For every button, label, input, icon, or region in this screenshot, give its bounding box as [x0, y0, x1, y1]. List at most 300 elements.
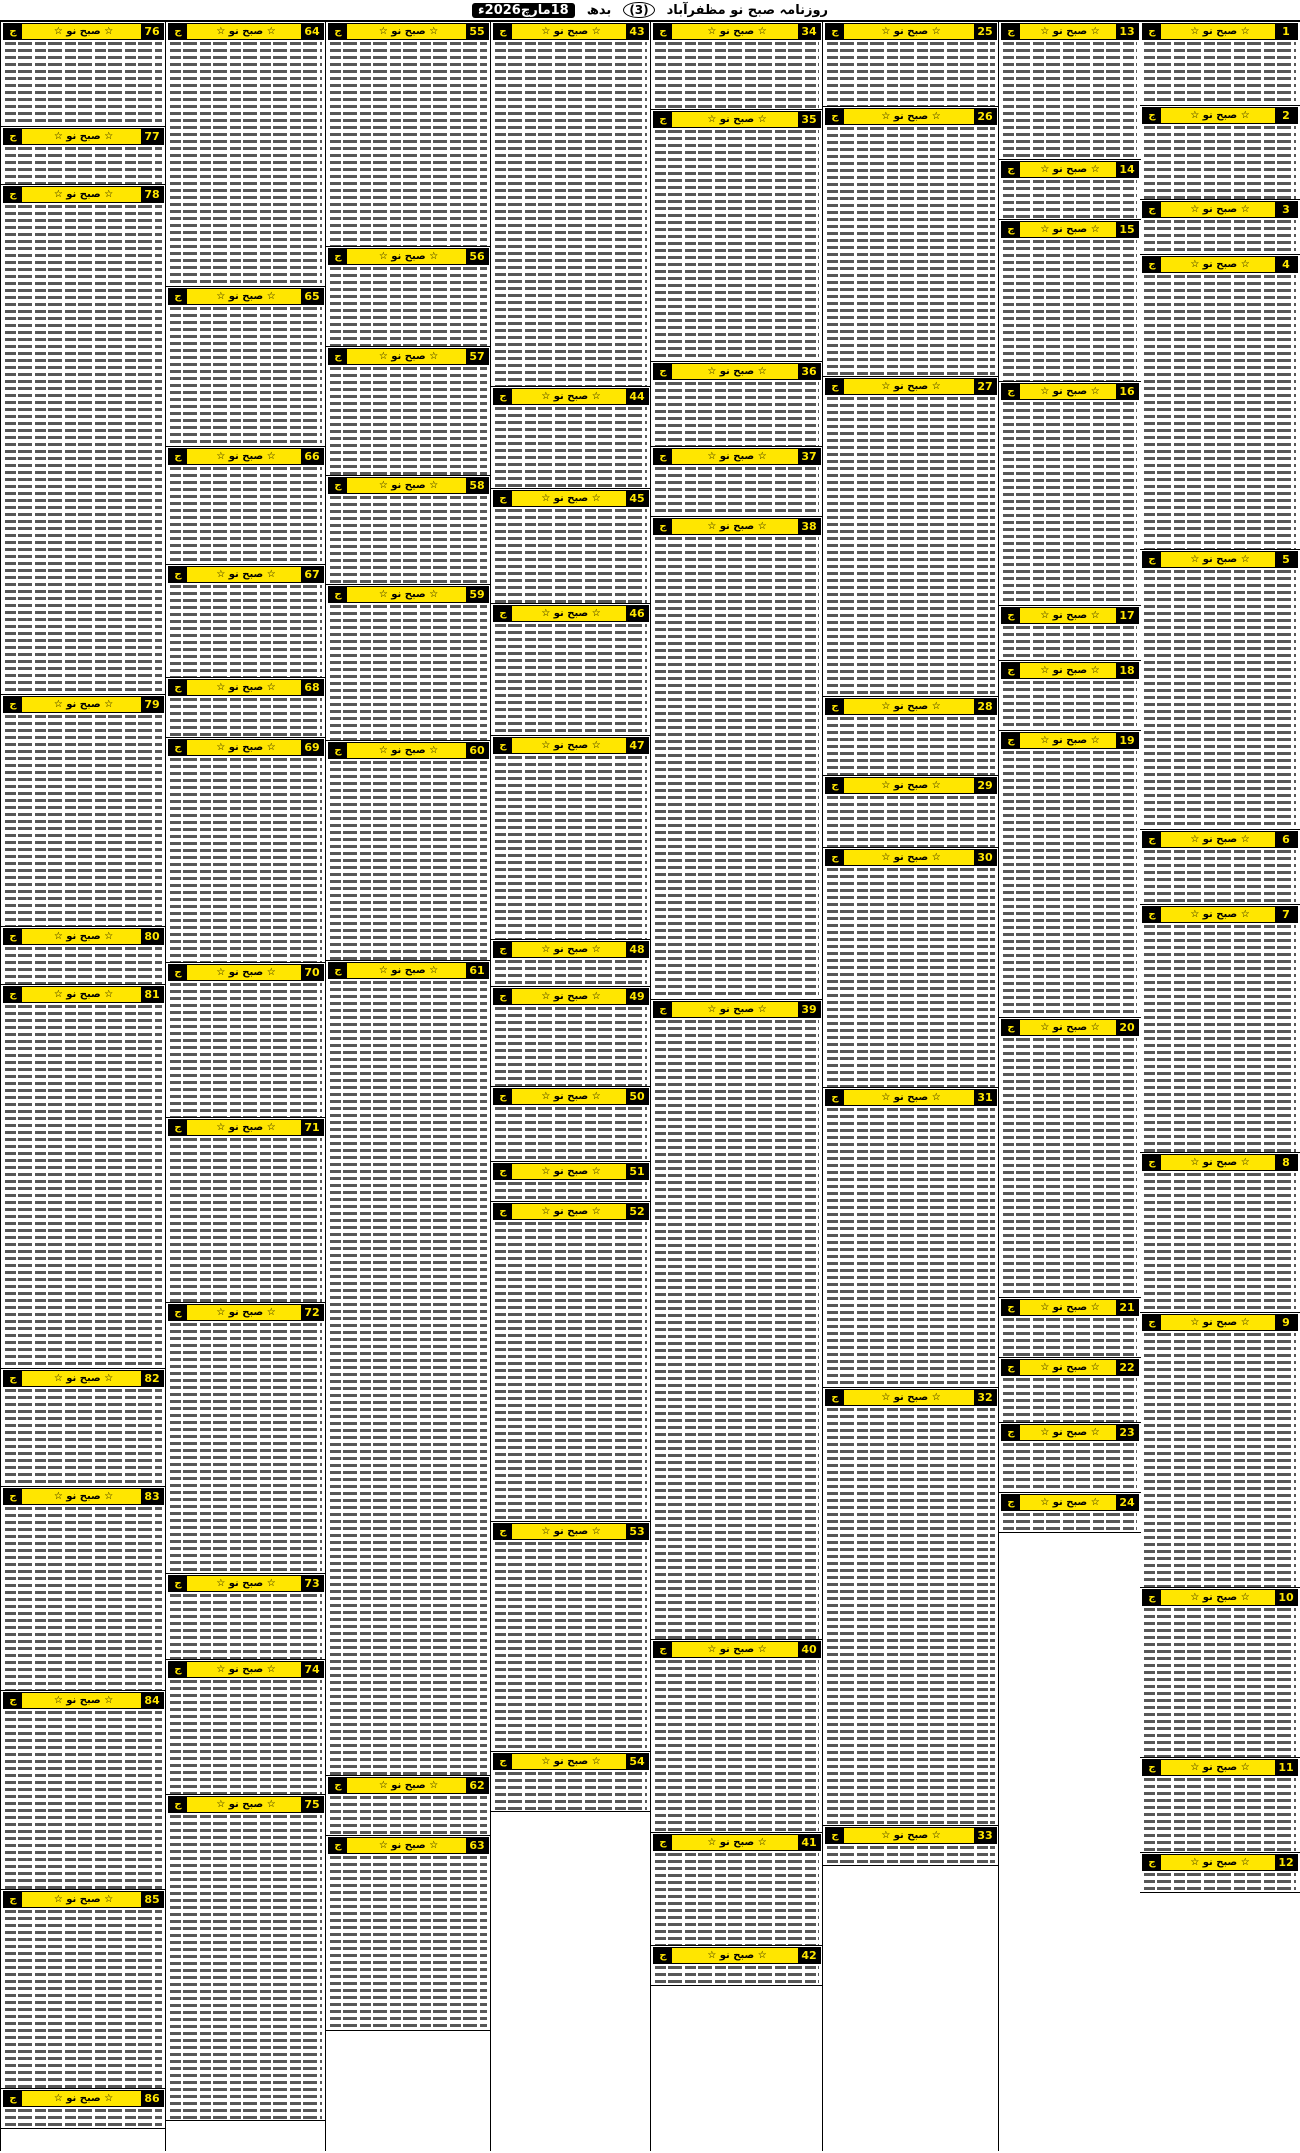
ad-header-title: ☆ صبح نو ☆: [881, 780, 941, 791]
ad-header-title: ☆ صبح نو ☆: [216, 1664, 276, 1675]
ad-header-bar: [328, 742, 489, 759]
ad-body-text: [5, 713, 162, 927]
ad-body-text: [170, 981, 322, 1118]
ad-header-bar: [3, 1370, 164, 1387]
ad-body-text: [495, 405, 647, 489]
ad-body-text: [5, 945, 162, 985]
ad-body-text: [5, 203, 162, 695]
ad-number: 37: [798, 448, 820, 465]
day: بدھ: [586, 2, 612, 18]
ad-header-bar: [168, 1119, 324, 1136]
ad-header-bar: [653, 448, 821, 465]
publication-logo-icon: ج: [1002, 1494, 1020, 1511]
publication-logo-icon: ج: [1002, 607, 1020, 624]
ad-number: 9: [1275, 1314, 1297, 1331]
ad-header-bar: [1001, 732, 1139, 749]
ad-body-text: [5, 1003, 162, 1369]
ad-number: 62: [466, 1777, 488, 1794]
publication-logo-icon: ج: [329, 962, 347, 979]
ad-body-text: [495, 40, 647, 387]
ad-header-bar: [825, 849, 997, 866]
ad-header-bar: [825, 1089, 997, 1106]
publication-logo-icon: ج: [826, 378, 844, 395]
publication-logo-icon: ج: [169, 1304, 187, 1321]
ad-number: 73: [301, 1575, 323, 1592]
ad-header-title: ☆ صبح نو ☆: [1040, 224, 1100, 235]
publication-logo-icon: ج: [4, 928, 22, 945]
ad-header-title: ☆ صبح نو ☆: [707, 1004, 767, 1015]
ad-header-bar: [825, 1389, 997, 1406]
publication-logo-icon: ج: [1002, 732, 1020, 749]
ad-header-bar: [328, 348, 489, 365]
ad-body-text: [1003, 238, 1137, 382]
ad-number: 4: [1275, 256, 1297, 273]
ad-column: [998, 22, 1141, 2151]
masthead: [0, 0, 1300, 22]
publication-logo-icon: ج: [1143, 551, 1161, 568]
ad-body-text: [1144, 848, 1296, 905]
ad-number: 39: [798, 1001, 820, 1018]
ad-body-text: [170, 40, 322, 287]
ad-number: 72: [301, 1304, 323, 1321]
ad-body-text: [655, 1658, 819, 1833]
ad-body-text: [495, 754, 647, 940]
ad-header-bar: [328, 477, 489, 494]
classified-ad: [166, 678, 326, 738]
ad-body-text: [1144, 1606, 1296, 1758]
classified-ad: [491, 1202, 651, 1522]
publication-logo-icon: ج: [329, 1777, 347, 1794]
classified-ad: [999, 22, 1141, 160]
classified-ad: [326, 247, 491, 347]
publication-logo-icon: ج: [1002, 1299, 1020, 1316]
ad-header-title: ☆ صبح نو ☆: [216, 291, 276, 302]
ad-body-text: [655, 1851, 819, 1946]
ad-header-bar: [3, 696, 164, 713]
ad-header-bar: [328, 1837, 489, 1854]
ad-header-bar: [168, 1304, 324, 1321]
classified-ad: [1140, 1853, 1300, 1893]
ad-body-text: [827, 794, 995, 848]
ad-header-title: ☆ صبح نو ☆: [378, 251, 439, 262]
publication-logo-icon: ج: [494, 1163, 512, 1180]
ad-header-title: ☆ صبح نو ☆: [881, 111, 941, 122]
ad-header-title: ☆ صبح نو ☆: [216, 26, 276, 37]
ad-body-text: [5, 1709, 162, 1890]
ad-header-bar: [3, 1891, 164, 1908]
ad-header-title: ☆ صبح نو ☆: [1040, 610, 1100, 621]
publication-logo-icon: ج: [1143, 1854, 1161, 1871]
publication-logo-icon: ج: [4, 23, 22, 40]
ad-header-title: ☆ صبح نو ☆: [1040, 1362, 1100, 1373]
ad-body-text: [655, 128, 819, 362]
ad-header-title: ☆ صبح نو ☆: [378, 26, 439, 37]
ad-header-bar: [1142, 551, 1298, 568]
classified-ad: [326, 741, 491, 961]
ad-number: 59: [466, 586, 488, 603]
ad-header-bar: [3, 1488, 164, 1505]
ad-header-title: ☆ صبح نو ☆: [1190, 834, 1250, 845]
ad-body-text: [655, 535, 819, 1000]
classified-ad: [166, 565, 326, 678]
ad-header-title: ☆ صبح نو ☆: [1040, 164, 1100, 175]
ad-header-title: ☆ صبح نو ☆: [53, 989, 114, 1000]
ad-header-bar: [653, 1834, 821, 1851]
ad-number: 70: [301, 964, 323, 981]
ad-header-bar: [653, 1641, 821, 1658]
ad-number: 47: [626, 737, 648, 754]
ad-header-bar: [328, 248, 489, 265]
ad-number: 36: [798, 363, 820, 380]
ad-number: 29: [974, 777, 996, 794]
ad-number: 80: [141, 928, 163, 945]
ad-header-title: ☆ صبح نو ☆: [216, 1799, 276, 1810]
publication-logo-icon: ج: [1002, 221, 1020, 238]
ad-divider: [1, 2128, 166, 2129]
ad-header-title: ☆ صبح نو ☆: [216, 1307, 276, 1318]
ad-header-title: ☆ صبح نو ☆: [1040, 1302, 1100, 1313]
ad-number: 40: [798, 1641, 820, 1658]
ad-header-title: ☆ صبح نو ☆: [541, 1166, 601, 1177]
classified-ad: [166, 287, 326, 447]
ad-header-bar: [1001, 1019, 1139, 1036]
ad-body-text: [1144, 1776, 1296, 1853]
classified-ad: [326, 476, 491, 585]
ad-number: 75: [301, 1796, 323, 1813]
publication-logo-icon: ج: [654, 1947, 672, 1964]
classified-ad: [491, 387, 651, 489]
ad-number: 46: [626, 605, 648, 622]
ad-header-title: ☆ صبح نو ☆: [378, 965, 439, 976]
ad-header-title: ☆ صبح نو ☆: [1190, 259, 1250, 270]
ad-header-bar: [493, 388, 649, 405]
publication-logo-icon: ج: [169, 448, 187, 465]
ad-header-title: ☆ صبح نو ☆: [53, 26, 114, 37]
ad-header-bar: [1001, 383, 1139, 400]
ad-header-title: ☆ صبح نو ☆: [541, 493, 601, 504]
ad-number: 83: [141, 1488, 163, 1505]
ad-column: [1140, 22, 1300, 2151]
classified-ad: [166, 963, 326, 1118]
ad-header-bar: [653, 363, 821, 380]
ad-divider: [326, 2030, 491, 2031]
ad-body-text: [330, 40, 487, 247]
ad-header-title: ☆ صبح نو ☆: [541, 1526, 601, 1537]
ad-header-bar: [825, 698, 997, 715]
ad-body-text: [495, 958, 647, 987]
ad-header-bar: [493, 1203, 649, 1220]
ad-number: 66: [301, 448, 323, 465]
ad-number: 8: [1275, 1154, 1297, 1171]
publication-logo-icon: ج: [169, 288, 187, 305]
ad-header-bar: [3, 928, 164, 945]
ad-number: 49: [626, 988, 648, 1005]
ad-number: 86: [141, 2090, 163, 2107]
ad-header-title: ☆ صبح نو ☆: [707, 1837, 767, 1848]
ad-number: 68: [301, 679, 323, 696]
ad-header-bar: [493, 1163, 649, 1180]
ad-number: 18: [1116, 662, 1138, 679]
ad-header-title: ☆ صبح نو ☆: [541, 944, 601, 955]
ad-body-text: [330, 494, 487, 585]
ad-number: 25: [974, 23, 996, 40]
ad-header-bar: [653, 23, 821, 40]
classified-ad: [166, 738, 326, 963]
publication-logo-icon: ج: [1143, 1759, 1161, 1776]
classified-ad: [651, 447, 823, 517]
classified-ad: [823, 1388, 999, 1826]
ad-header-bar: [168, 1575, 324, 1592]
ad-number: 6: [1275, 831, 1297, 848]
ad-divider: [1140, 1892, 1300, 1893]
ad-body-text: [655, 1018, 819, 1640]
ad-body-text: [495, 1220, 647, 1522]
ad-body-text: [5, 1505, 162, 1691]
ad-header-title: ☆ صبح نو ☆: [881, 1392, 941, 1403]
classified-ad: [651, 1000, 823, 1640]
ad-number: 16: [1116, 383, 1138, 400]
ad-header-bar: [3, 986, 164, 1003]
classified-ad: [651, 22, 823, 110]
publication-logo-icon: ج: [329, 586, 347, 603]
ad-number: 69: [301, 739, 323, 756]
ad-body-text: [1003, 679, 1137, 731]
publication-logo-icon: ج: [4, 1488, 22, 1505]
page-number: (3): [623, 2, 654, 18]
ad-body-text: [1144, 568, 1296, 830]
ad-header-title: ☆ صبح نو ☆: [541, 391, 601, 402]
ad-header-title: ☆ صبح نو ☆: [216, 569, 276, 580]
ad-number: 2: [1275, 107, 1297, 124]
ad-header-bar: [1001, 1359, 1139, 1376]
publication-logo-icon: ج: [654, 1641, 672, 1658]
classified-ad: [1, 185, 166, 695]
classified-ad: [1140, 1758, 1300, 1853]
publication-logo-icon: ج: [1143, 107, 1161, 124]
ad-body-text: [170, 1678, 322, 1795]
ad-header-title: ☆ صبح نو ☆: [541, 1091, 601, 1102]
classified-ad: [1140, 106, 1300, 200]
ad-header-title: ☆ صبح نو ☆: [707, 366, 767, 377]
classified-ad: [1, 2089, 166, 2129]
ad-body-text: [170, 305, 322, 447]
publication-logo-icon: ج: [494, 1753, 512, 1770]
ad-header-title: ☆ صبح نو ☆: [378, 1840, 439, 1851]
ad-header-bar: [493, 23, 649, 40]
ad-divider: [651, 1985, 823, 1986]
ad-number: 57: [466, 348, 488, 365]
ad-header-bar: [653, 1947, 821, 1964]
ad-body-text: [170, 1321, 322, 1574]
ad-header-title: ☆ صبح نو ☆: [541, 740, 601, 751]
ad-number: 14: [1116, 161, 1138, 178]
publication-logo-icon: ج: [654, 1001, 672, 1018]
ad-header-bar: [1142, 831, 1298, 848]
publication-logo-icon: ج: [329, 1837, 347, 1854]
ad-body-text: [170, 1813, 322, 2121]
classified-ad: [823, 1088, 999, 1388]
ad-header-bar: [3, 23, 164, 40]
ad-header-bar: [653, 111, 821, 128]
publication-logo-icon: ج: [1143, 23, 1161, 40]
ad-divider: [166, 2120, 326, 2121]
ad-body-text: [5, 40, 162, 127]
publication-logo-icon: ج: [169, 679, 187, 696]
ad-body-text: [330, 603, 487, 741]
ad-number: 48: [626, 941, 648, 958]
ad-body-text: [1144, 1871, 1296, 1893]
ad-number: 65: [301, 288, 323, 305]
publication-logo-icon: ج: [494, 988, 512, 1005]
ad-header-bar: [1001, 1299, 1139, 1316]
paper-name: روزنامہ صبح نو مظفرآباد: [666, 2, 829, 18]
ad-body-text: [495, 1105, 647, 1162]
ad-number: 23: [1116, 1424, 1138, 1441]
ad-header-bar: [168, 739, 324, 756]
classified-ad: [823, 1826, 999, 1866]
ad-header-title: ☆ صبح نو ☆: [1040, 1427, 1100, 1438]
publication-logo-icon: ج: [169, 739, 187, 756]
ad-body-text: [1144, 124, 1296, 200]
ad-number: 61: [466, 962, 488, 979]
publication-logo-icon: ج: [1002, 383, 1020, 400]
classified-ad: [166, 22, 326, 287]
ad-body-text: [170, 465, 322, 565]
ad-number: 51: [626, 1163, 648, 1180]
publication-logo-icon: ج: [1143, 201, 1161, 218]
publication-logo-icon: ج: [329, 23, 347, 40]
ad-header-bar: [328, 962, 489, 979]
ad-header-title: ☆ صبح نو ☆: [53, 1373, 114, 1384]
ad-column: [165, 22, 326, 2151]
publication-logo-icon: ج: [169, 1796, 187, 1813]
ad-header-bar: [328, 1777, 489, 1794]
ad-body-text: [330, 1794, 487, 1836]
ad-header-title: ☆ صبح نو ☆: [53, 131, 114, 142]
ad-number: 60: [466, 742, 488, 759]
ad-header-bar: [1142, 256, 1298, 273]
ad-number: 63: [466, 1837, 488, 1854]
ad-header-title: ☆ صبح نو ☆: [53, 2093, 114, 2104]
publication-logo-icon: ج: [494, 1523, 512, 1540]
ad-divider: [491, 1811, 651, 1812]
publication-logo-icon: ج: [654, 363, 672, 380]
publication-logo-icon: ج: [169, 1119, 187, 1136]
ad-column: [0, 22, 166, 2151]
publication-logo-icon: ج: [494, 388, 512, 405]
ad-header-bar: [1142, 1854, 1298, 1871]
ad-number: 79: [141, 696, 163, 713]
ad-number: 27: [974, 378, 996, 395]
ad-number: 77: [141, 128, 163, 145]
ad-header-bar: [3, 186, 164, 203]
classified-ad: [1140, 255, 1300, 550]
classified-ad: [1, 22, 166, 127]
publication-logo-icon: ج: [329, 348, 347, 365]
ad-body-text: [1144, 218, 1296, 255]
classified-ad: [823, 848, 999, 1088]
ad-header-title: ☆ صبح نو ☆: [707, 1950, 767, 1961]
ad-number: 31: [974, 1089, 996, 1106]
ad-header-title: ☆ صبح نو ☆: [53, 1695, 114, 1706]
ad-number: 53: [626, 1523, 648, 1540]
ad-header-bar: [653, 518, 821, 535]
ad-header-title: ☆ صبح نو ☆: [378, 745, 439, 756]
ad-body-text: [1003, 178, 1137, 220]
ad-header-title: ☆ صبح نو ☆: [707, 114, 767, 125]
classified-ad: [326, 961, 491, 1776]
publication-logo-icon: ج: [4, 186, 22, 203]
ad-number: 58: [466, 477, 488, 494]
publication-logo-icon: ج: [4, 2090, 22, 2107]
ad-number: 56: [466, 248, 488, 265]
publication-logo-icon: ج: [1143, 831, 1161, 848]
classified-ad: [1, 1691, 166, 1890]
publication-logo-icon: ج: [1143, 256, 1161, 273]
ad-body-text: [827, 715, 995, 776]
ad-header-bar: [653, 1001, 821, 1018]
ad-header-bar: [825, 1827, 997, 1844]
ad-header-title: ☆ صبح نو ☆: [1040, 665, 1100, 676]
publication-logo-icon: ج: [1143, 1154, 1161, 1171]
classified-ad: [999, 1423, 1141, 1493]
ad-body-text: [5, 1908, 162, 2089]
classified-ad: [999, 1358, 1141, 1423]
ad-header-title: ☆ صبح نو ☆: [1190, 110, 1250, 121]
ad-header-bar: [1001, 1424, 1139, 1441]
ad-header-bar: [1142, 1759, 1298, 1776]
ad-header-title: ☆ صبح نو ☆: [1190, 1857, 1250, 1868]
ad-header-title: ☆ صبح نو ☆: [378, 480, 439, 491]
ad-header-title: ☆ صبح نو ☆: [1190, 554, 1250, 565]
publication-logo-icon: ج: [1143, 1589, 1161, 1606]
classified-ad: [1, 127, 166, 185]
classified-ad: [823, 697, 999, 776]
ad-header-title: ☆ صبح نو ☆: [541, 1206, 601, 1217]
ad-body-text: [330, 759, 487, 961]
ad-number: 45: [626, 490, 648, 507]
ad-number: 19: [1116, 732, 1138, 749]
classified-ad: [491, 940, 651, 987]
ad-header-bar: [493, 988, 649, 1005]
ad-number: 32: [974, 1389, 996, 1406]
classified-ad: [1, 985, 166, 1369]
publication-logo-icon: ج: [4, 696, 22, 713]
ad-header-bar: [1142, 1589, 1298, 1606]
ad-header-title: ☆ صبح نو ☆: [1040, 386, 1100, 397]
publication-logo-icon: ج: [826, 1089, 844, 1106]
ad-body-text: [827, 125, 995, 377]
ad-number: 44: [626, 388, 648, 405]
ad-number: 26: [974, 108, 996, 125]
ad-header-title: ☆ صبح نو ☆: [378, 1780, 439, 1791]
ad-body-text: [1003, 40, 1137, 160]
ad-number: 54: [626, 1753, 648, 1770]
ad-body-text: [330, 1854, 487, 2031]
ad-header-bar: [328, 586, 489, 603]
ad-number: 38: [798, 518, 820, 535]
ad-body-text: [1003, 1376, 1137, 1423]
publication-logo-icon: ج: [169, 964, 187, 981]
publication-logo-icon: ج: [169, 1575, 187, 1592]
classified-ad: [999, 160, 1141, 220]
publication-logo-icon: ج: [826, 23, 844, 40]
ad-header-bar: [825, 108, 997, 125]
ad-number: 42: [798, 1947, 820, 1964]
ad-body-text: [1003, 1441, 1137, 1493]
classified-ad: [651, 362, 823, 447]
publication-logo-icon: ج: [654, 111, 672, 128]
